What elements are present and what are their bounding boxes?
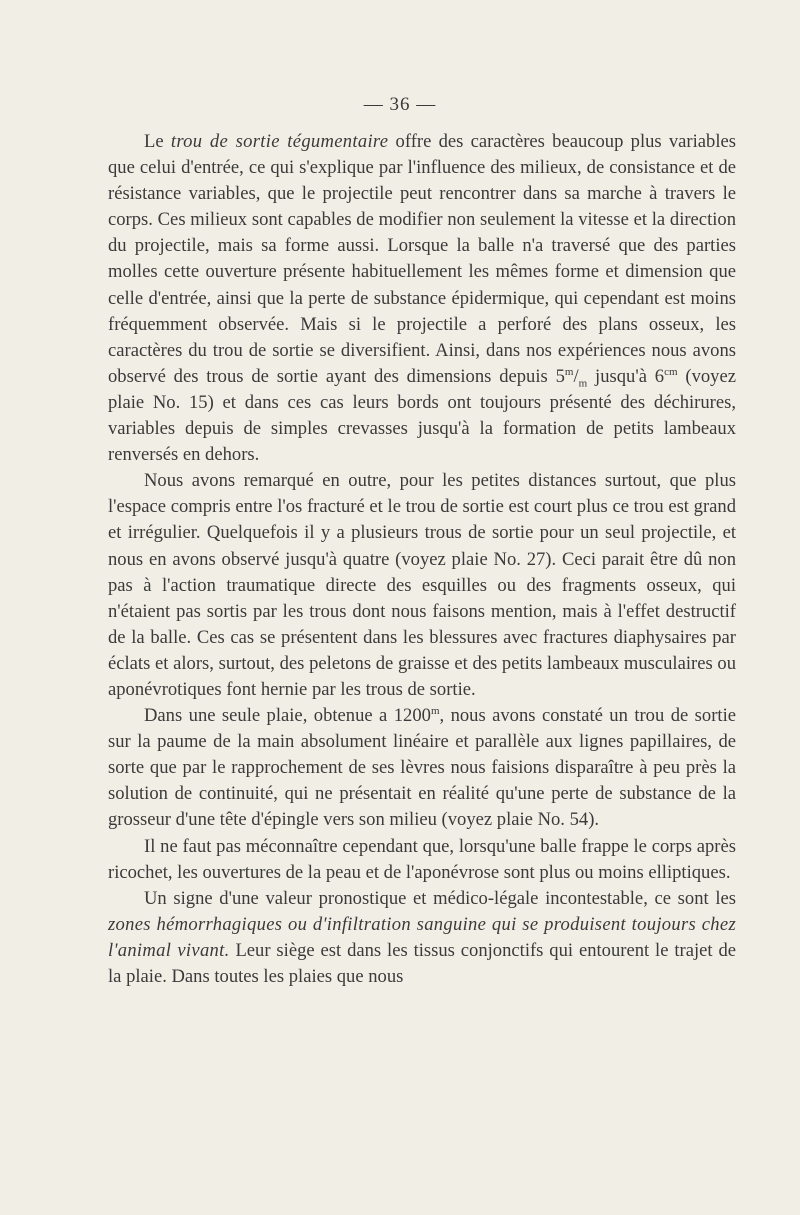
text-run: Nous avons remarqué en outre, pour les petites distances surtout, que plus l'espace compris entre l'os fracturé et le trou de sortie est court plus ce trou est grand et irrégulier. Quelquefois il y a plusieurs trous de sortie pour un seul projectile, et nous en avons observé jusqu'à quatre (voyez plaie No. 27). Ceci parait être dû non pas à l'action traumatique directe des esquilles ou des fragments osseux, qui n'étaient pas sortis par les trous dont nous faisons mention, mais à l'effet destructif de la balle. Ces cas se présentent dans les blessures avec fractures diaphysaires par éclats et alors, surtout, des peletons de graisse et des petits lambeaux musculaires ou aponévrotiques font hernie par les trous de sortie. [108,470,736,700]
text-run: Leur siège est dans les tissus conjonctifs qui entourent le trajet de la plaie. Dans toutes les plaies que nous [108,939,736,987]
italic-text: trou de sortie tégumentaire [170,131,389,152]
superscript: m [430,704,440,717]
text-run: , nous avons constaté un trou de sortie sur la paume de la main absolument linéaire et parallèle aux lignes papillaires, de sorte que par le rapprochement de ses lèvres nous faisions disparaître à peu près la solution de continuité, qui ne présentait en réalité qu'une perte de substance de la grosseur d'une tête d'épingle vers son milieu (voyez plaie No. 54). [108,705,736,831]
paragraph [108,886,736,990]
text-run: offre des caractères beaucoup plus variables que celui d'entrée, ce qui s'explique par l'influence des milieux, de consistance et de résistance variables, que le projectile peut rencontrer dans sa marche à travers le corps. Ces milieux sont capables de modifier non seulement la vitesse et la direction du projectile, mais sa forme aussi. Lorsque la balle n'a traversé que des parties molles cette ouverture présente habituellement les mêmes forme et dimension que celle d'entrée, ainsi que la perte de substance épidermique, qui cependant est moins fréquemment observée. Mais si le projectile a perforé des plans osseux, les caractères du trou de sortie se diversifient. Ainsi, dans nos expériences nous avons observé des trous de sortie ayant des dimensions depuis 5 [108,131,736,387]
superscript: m [564,365,574,378]
paragraph [108,834,736,886]
subscript: m [578,377,588,390]
text-run: Le [144,131,171,152]
text-run: Il ne faut pas méconnaître cependant que, lorsqu'une balle frappe le corps après ricochet, les ouvertures de la peau et de l'aponévrose sont plus ou moins elliptiques. [108,835,736,883]
text-run: jusqu'à 6 [587,365,665,387]
text-run: Dans une seule plaie, obtenue a 1200 [144,705,431,727]
italic-text: zones hémorrhagiques ou d'infiltration sanguine qui se produisent toujours chez l'animal vivant. [108,913,736,961]
superscript: cm [664,365,678,378]
text-run: Un signe d'une valeur pronostique et médico-légale incontestable, ce sont les [144,887,736,909]
text-run: / [573,365,579,387]
paragraph [108,468,736,703]
text-run: (voyez plaie No. 15) et dans ces cas leurs bords ont toujours présenté des déchirures, variables depuis de simples crevasses jusqu'à la formation de petits lambeaux renversés en dehors. [108,365,736,466]
paragraph [108,703,736,833]
body-text [108,129,736,990]
page-number: — 36 — [363,94,437,115]
paragraph [108,129,736,468]
